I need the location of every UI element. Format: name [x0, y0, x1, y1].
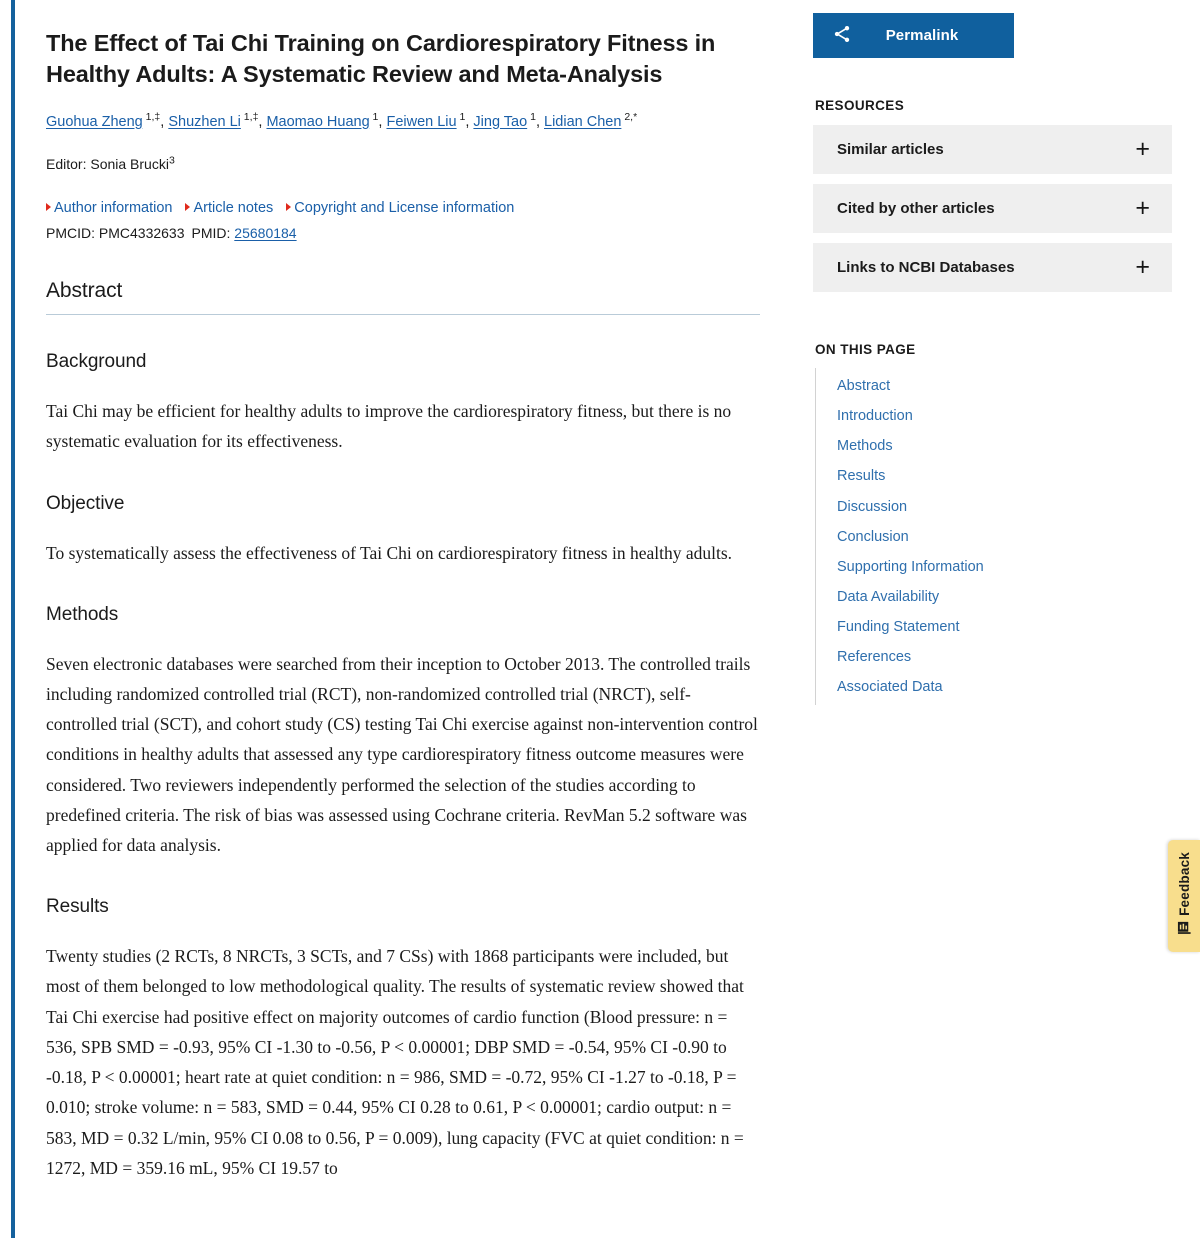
- permalink-button[interactable]: [813, 13, 1014, 58]
- abstract-paragraph: Seven electronic databases were searched from their inception to October 2013. The controlled trails including randomized controlled trial (RCT), non-randomized controlled trial (NRCT), self-controlled trial (SCT), and cohort study (CS) testing Tai Chi exercise against non-intervention control conditions in healthy adults that assessed any type cardiorespiratory fitness outcome measures were considered. Two reviewers independently performed the selection of the studies according to predefined criteria. The risk of bias was assessed using Cochrane criteria. RevMan 5.2 software was applied for data analysis.: [46, 653, 758, 856]
- on-this-page-link[interactable]: Abstract: [837, 378, 891, 394]
- author-list: Guohua Zheng $^{1,\ddagger}$, Shuzhen Li $^{1,\ddagger}$, Maomao Huang $^1$, Feiwen Liu $^1$, Jing Tao $^1$, Lidian Chen $^{2,*}$: [46, 110, 638, 130]
- on-this-page-nav: [815, 368, 1172, 705]
- meta-link-label[interactable]: Copyright and License information: [294, 200, 515, 217]
- abstract-subsection-heading: Objective: [46, 492, 125, 514]
- editor-line: [46, 156, 760, 172]
- triangle-right-icon: [185, 203, 190, 211]
- on-this-page-heading: ON THIS PAGE: [815, 342, 916, 357]
- feedback-tab[interactable]: [1168, 840, 1200, 952]
- pmcid-label: PMCID: PMC4332633: [46, 225, 185, 242]
- share-icon: [832, 24, 852, 47]
- abstract-paragraph: Tai Chi may be efficient for healthy adults to improve the cardiorespiratory fitness, but there is no systematic evaluation for its effectiveness.: [46, 401, 732, 452]
- permalink-label: Permalink: [885, 27, 959, 44]
- resource-label: Similar articles: [837, 141, 944, 158]
- on-this-page-link[interactable]: Methods: [837, 438, 893, 455]
- page-title: The Effect of Tai Chi Training on Cardiorespiratory Fitness in Healthy Adults: A Systematic Review and Meta-Analysis: [46, 30, 716, 88]
- right-sidebar: [800, 0, 1200, 1238]
- editor-label: Editor: Sonia Brucki: [46, 156, 169, 173]
- author-link[interactable]: Shuzhen Li: [168, 113, 241, 130]
- meta-link-item[interactable]: [185, 200, 273, 216]
- author-link[interactable]: Lidian Chen: [544, 113, 622, 130]
- editor-affiliation-sup: 3: [168, 154, 175, 167]
- resources-heading: RESOURCES: [815, 98, 905, 113]
- abstract-subsection-heading: Background: [46, 351, 147, 373]
- meta-links: [46, 200, 760, 216]
- author-affiliation-sup: 1,‡: [240, 110, 259, 123]
- identifier-line: [46, 225, 760, 241]
- resource-label: Links to NCBI Databases: [837, 259, 1015, 276]
- resource-label: Cited by other articles: [837, 200, 995, 217]
- meta-link-label[interactable]: Article notes: [193, 200, 274, 217]
- on-this-page-link[interactable]: Conclusion: [837, 528, 909, 545]
- on-this-page-link[interactable]: References: [837, 649, 912, 666]
- bar-chart-icon: [1177, 920, 1192, 940]
- on-this-page-link[interactable]: Discussion: [837, 498, 908, 515]
- resource-accordion-item[interactable]: [813, 125, 1172, 174]
- on-this-page-link[interactable]: Funding Statement: [837, 619, 960, 635]
- abstract-paragraph: To systematically assess the effectiveness of Tai Chi on cardiorespiratory fitness in healthy adults.: [46, 542, 733, 563]
- on-this-page-link[interactable]: Introduction: [837, 408, 913, 425]
- author-link[interactable]: Maomao Huang: [266, 113, 370, 130]
- plus-icon[interactable]: +: [1135, 135, 1150, 163]
- meta-link-label[interactable]: Author information: [54, 200, 173, 217]
- author-affiliation-sup: 2,*: [621, 110, 638, 123]
- plus-icon[interactable]: +: [1135, 253, 1150, 281]
- pmid-label: PMID:: [191, 225, 231, 242]
- abstract-paragraph: Twenty studies (2 RCTs, 8 NRCTs, 3 SCTs, and 7 CSs) with 1868 participants were included, but most of them belonged to low methodological quality. The results of systematic review showed that Tai Chi exercise had positive effect on majority outcomes of cardio function (Blood pressure: n = 536, SPB SMD = -0.93, 95% CI -1.30 to -0.56, P < 0.00001; DBP SMD = -0.54, 95% CI -0.90 to -0.18, P < 0.00001; heart rate at quiet condition: n = 986, SMD = -0.72, 95% CI -1.27 to -0.18, P = 0.010; stroke volume: n = 583, SMD = 0.44, 95% CI 0.28 to 0.61, P < 0.00001; cardio output: n = 583, MD = 0.32 L/min, 95% CI 0.08 to 0.56, P = 0.009), lung capacity (FVC at quiet condition: n = 1272, MD = 359.16 mL, 95% CI 19.57 to: [46, 946, 744, 1178]
- author-link[interactable]: Jing Tao: [473, 113, 528, 130]
- author-affiliation-sup: 1: [456, 110, 466, 123]
- on-this-page-link[interactable]: Supporting Information: [837, 558, 984, 575]
- abstract-subsection-heading: Methods: [46, 603, 119, 625]
- resource-accordion-item[interactable]: [813, 243, 1172, 292]
- meta-link-item[interactable]: [46, 200, 172, 216]
- on-this-page-link[interactable]: Data Availability: [837, 588, 940, 605]
- triangle-right-icon: [46, 203, 51, 211]
- meta-link-item[interactable]: [286, 200, 514, 216]
- author-link[interactable]: Guohua Zheng: [46, 113, 143, 130]
- abstract-heading: Abstract: [46, 279, 760, 315]
- author-link[interactable]: Feiwen Liu: [386, 113, 457, 130]
- plus-icon[interactable]: +: [1135, 194, 1150, 222]
- author-affiliation-sup: 1,‡: [142, 110, 161, 123]
- on-this-page-link[interactable]: Associated Data: [837, 679, 943, 696]
- on-this-page-link[interactable]: Results: [837, 468, 886, 485]
- abstract-subsection-heading: Results: [46, 896, 109, 918]
- feedback-label: Feedback: [1176, 851, 1192, 916]
- author-affiliation-sup: 1: [369, 110, 379, 123]
- resource-accordion-item[interactable]: [813, 184, 1172, 233]
- resources-list: [813, 125, 1172, 292]
- triangle-right-icon: [286, 203, 291, 211]
- author-affiliation-sup: 1: [527, 110, 536, 123]
- pmid-link[interactable]: 25680184: [234, 225, 297, 242]
- abstract-sections: [46, 351, 760, 1183]
